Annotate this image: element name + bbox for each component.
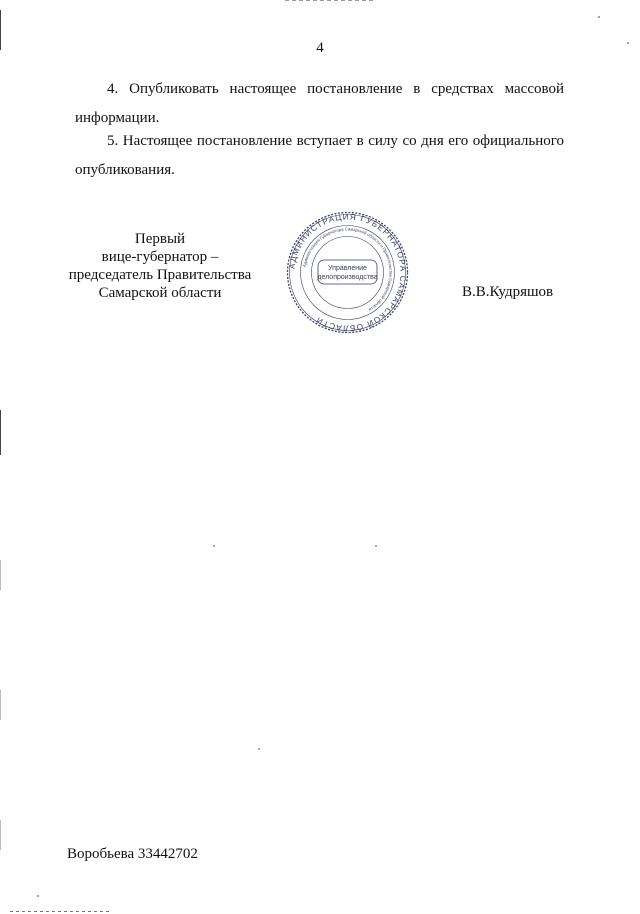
seal-center-line-2: делопроизводства <box>317 274 378 281</box>
scan-artifact-top <box>285 0 375 1</box>
scan-speck <box>213 545 215 547</box>
signatory-title-line: вице-губернатор – <box>101 249 219 265</box>
seal-inner-ring <box>312 237 384 309</box>
seal-center-line-1: Управление <box>328 265 367 272</box>
paragraph-4-text: 4. Опубликовать настоящее постановление в средствах массовой информации. <box>75 81 564 126</box>
scan-artifact-left-edge <box>0 560 1 590</box>
scan-artifact-left-edge <box>0 10 1 50</box>
scan-speck <box>627 42 629 44</box>
scan-artifact-left-edge <box>0 820 1 850</box>
official-seal <box>285 210 410 335</box>
executor-note: Воробьева 33442702 <box>67 846 198 862</box>
page-number: 4 <box>316 40 324 56</box>
scan-artifact-bottom <box>10 911 110 912</box>
signatory-title-line: председатель Правительства <box>68 267 252 283</box>
scan-artifact-left-edge <box>0 410 1 455</box>
scan-speck <box>598 16 600 18</box>
signatory-title-line: Первый <box>134 231 186 247</box>
scan-speck <box>258 748 260 750</box>
paragraph-5 <box>75 127 564 185</box>
seal-inner-text-path: Администрация Губернатора Самарской области и Правительства Самарской области <box>301 226 394 313</box>
paragraph-4 <box>75 75 564 133</box>
scan-speck <box>375 545 377 547</box>
signatory-title <box>60 230 260 302</box>
seal-middle-ring <box>301 226 395 320</box>
paragraph-5-text: 5. Настоящее постановление вступает в силу со дня его официального опубликования. <box>75 133 564 178</box>
seal-outer-text-path: АДМИНИСТРАЦИЯ ГУБЕРНАТОРА САМАРСКОЙ ОБЛАСТИ <box>287 212 408 333</box>
signatory-name: В.В.Кудряшов <box>462 284 554 300</box>
scan-artifact-left-edge <box>0 690 1 720</box>
scan-speck <box>37 895 39 897</box>
signatory-title-line: Самарской области <box>98 285 222 301</box>
